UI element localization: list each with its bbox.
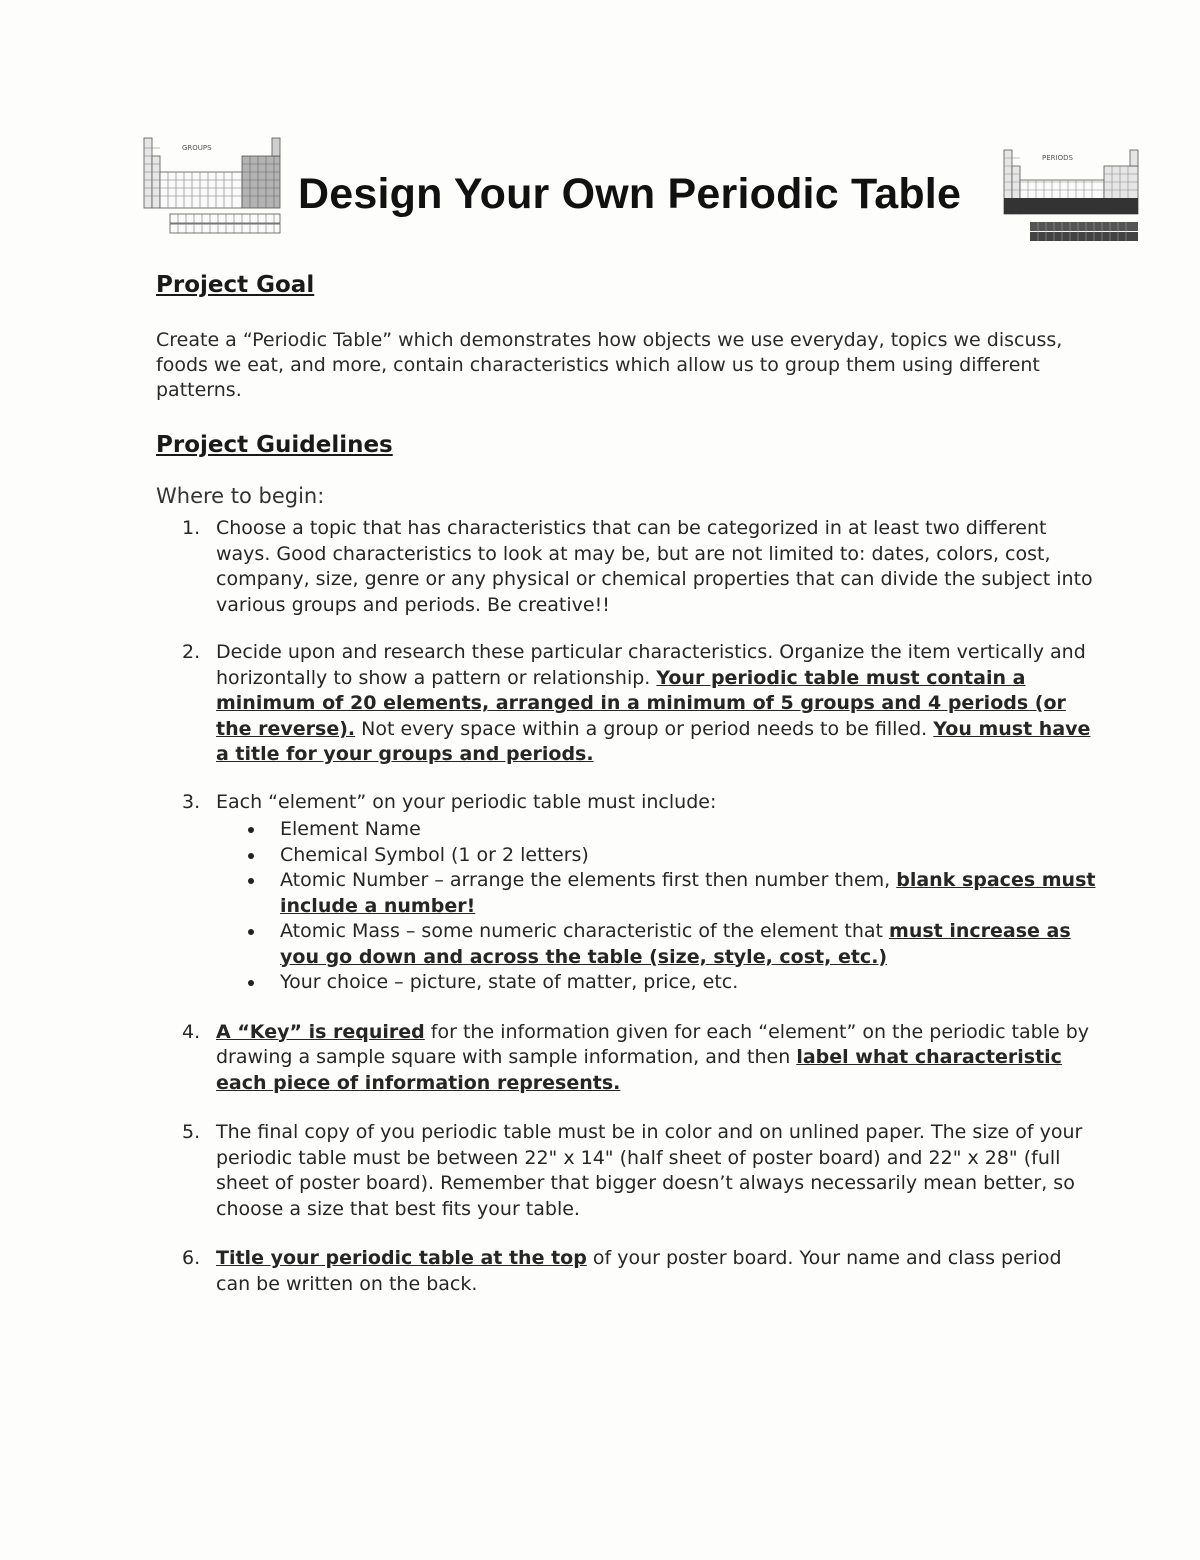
guideline-step-6 (176, 1246, 1096, 1297)
element-requirements-list (216, 817, 1096, 996)
guideline-step-5 (176, 1120, 1096, 1222)
step-emphasis: Title your periodic table at the top (216, 1247, 587, 1269)
step-text: Choose a topic that has characteristics that can be categorized in at least two different ways. Good characteristics to look at may be, but are not limited to: dates, colors, cost, company, size, genre or any physical or chemical properties that can divide the subject into various groups and periods. Be creative!! (216, 517, 1093, 616)
step-text: for the information given for each “element” on the periodic table by drawing a sample square with sample information, and then (216, 1020, 1090, 1068)
step-text: of your poster board. Your name and class period can be written on the back. (216, 1247, 1062, 1295)
list-item (242, 919, 1096, 970)
groups-caption: GROUPS (182, 144, 212, 152)
list-item (242, 843, 1096, 869)
project-goal-text: Create a “Periodic Table” which demonstrates how objects we use everyday, topics we discuss, foods we eat, and more, contain characteristics which allow us to group them using different patterns. (156, 329, 1063, 401)
list-item (242, 868, 1096, 919)
guideline-step-3 (176, 790, 1096, 996)
step-number: 6. (182, 1247, 201, 1269)
step-number: 5. (182, 1121, 201, 1143)
guideline-step-1 (176, 516, 1096, 618)
bullet-text: Your choice – picture, state of matter, price, etc. (280, 971, 739, 993)
periodic-table-periods-icon (1002, 146, 1144, 246)
step-emphasis: You must have a title for your groups and periods. (216, 717, 1091, 765)
periods-caption: PERIODS (1042, 154, 1073, 162)
bullet-text: Atomic Mass – some numeric characteristic of the element that (280, 920, 890, 942)
periodic-table-groups-icon (142, 134, 284, 238)
step-emphasis: A “Key” is required (216, 1020, 425, 1043)
step-text: Decide upon and research these particular characteristics. Organize the item vertically and horizontally to show a pattern or relationship. (216, 641, 1086, 689)
list-item (242, 970, 1096, 996)
project-goal-heading: Project Goal (156, 272, 315, 298)
step-number: 3. (182, 790, 201, 813)
bullet-emphasis: must increase as you go down and across the table (size, style, cost, etc.) (280, 920, 1071, 968)
step-number: 2. (182, 641, 201, 663)
project-guidelines-heading: Project Guidelines (156, 432, 393, 458)
step-emphasis: Your periodic table must contain a minimum of 20 elements, arranged in a minimum of 5 groups and 4 periods (or the reverse). (216, 666, 1066, 740)
step-text: Each “element” on your periodic table must include: (216, 790, 717, 813)
bullet-text: Element Name (280, 818, 421, 840)
guidelines-list (176, 516, 1096, 1297)
page-title: Design Your Own Periodic Table (298, 170, 962, 218)
guideline-step-2 (176, 640, 1096, 768)
bullet-text: Chemical Symbol (1 or 2 letters) (280, 843, 589, 866)
step-number: 4. (182, 1020, 201, 1043)
step-emphasis: label what characteristic each piece of information represents. (216, 1046, 1062, 1094)
step-text: The final copy of you periodic table must be in color and on unlined paper. The size of your periodic table must be between 22" x 14" (half sheet of poster board) and 22" x 28" (full sheet of poster board). Remember that bigger doesn’t always necessarily mean better, so choose a size that best fits your table. (216, 1121, 1083, 1220)
step-text: Not every space within a group or period needs to be filled. (355, 717, 934, 740)
guideline-step-4 (176, 1020, 1096, 1097)
list-item (242, 817, 1096, 843)
step-number: 1. (182, 517, 201, 539)
bullet-text: Atomic Number – arrange the elements first then number them, (280, 869, 897, 891)
bullet-emphasis: blank spaces must include a number! (280, 869, 1096, 917)
where-to-begin-label: Where to begin: (156, 484, 325, 508)
